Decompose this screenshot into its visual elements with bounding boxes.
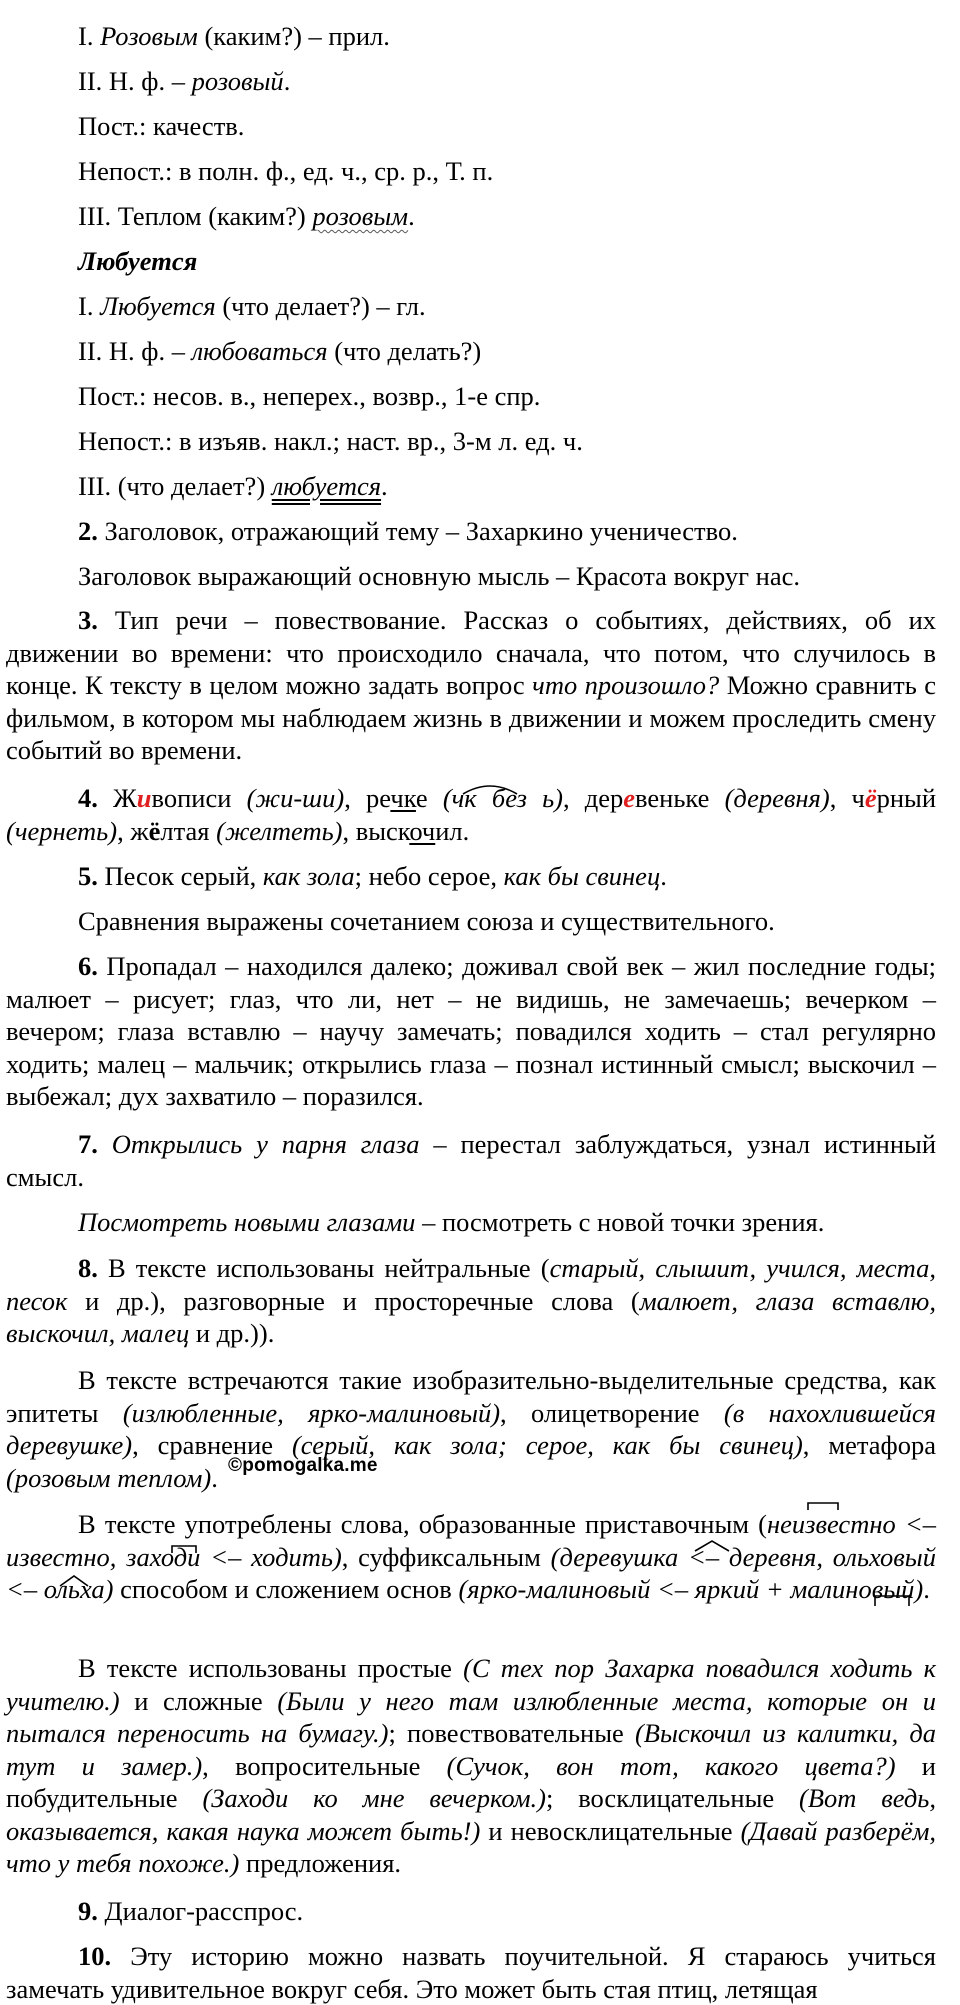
parse-line-rozovym-4: Непост.: в полн. ф., ед. ч., ср. р., Т. п. (78, 156, 494, 186)
answer-5-line-2: Сравнения выражены сочетанием союза и существительного. (78, 906, 775, 936)
root-box-mark (873, 1594, 911, 1608)
parse-line-rozovym-2: II. Н. ф. – розовый. (78, 66, 291, 96)
parse-line-lyubuetsya-2: II. Н. ф. – любоваться (что делать?) (78, 336, 482, 366)
prefix-mark (170, 1543, 198, 1555)
answer-4-paragraph: 4. Живописи (жи-ши), речке (чк без ь), деревеньке (деревня), чёрный (чернеть), жёлтая (желтеть), выскочил. (6, 783, 937, 846)
parse-line-rozovym-5: III. Теплом (каким?) розовым. (78, 201, 415, 231)
parse-line-rozovym-1: I. Розовым (каким?) – прил. (78, 21, 390, 51)
answer-9-line: 9. Диалог-расспрос. (78, 1896, 304, 1926)
parse-line-rozovym-3: Пост.: качеств. (78, 111, 245, 141)
parse-line-lyubuetsya-1: I. Любуется (что делает?) – гл. (78, 291, 426, 321)
parse-line-lyubuetsya-5: III. (что делает?) любуется. (78, 471, 388, 501)
answer-3-paragraph: 3. Тип речи – повествование. Рассказ о событиях, действиях, об их движении во времени: что происходило сначала, что потом, что случилось в конце. К тексту в целом можно задать вопрос что произошло? Можно сравнить с фильмом, в котором мы наблюдаем жизнь в движении и можем проследить смену событий во времени. (6, 605, 937, 765)
suffix-mark (58, 1574, 90, 1588)
parse-line-lyubuetsya-4: Непост.: в изъяв. накл.; наст. вр., 3-м л. ед. ч. (78, 426, 583, 456)
answer-8-paragraph-1: 8. В тексте использованы нейтральные (старый, слышит, учился, места, песок и др.), разговорные и просторечные слова (малюет, глаза вставлю, выскочил, малец и др.)). (6, 1253, 936, 1348)
prefix-mark (806, 1500, 840, 1512)
answer-8-paragraph-2: В тексте встречаются такие изобразительно-выделительные средства, как эпитеты (излюбленные, ярко-малиновый), олицетворение (в нахохлившейся деревушке), сравнение (серый, как зола; серое, как бы свинец), метафора (розовым теплом). (6, 1365, 936, 1493)
answer-5-paragraph: 5. Песок серый, как зола; небо серое, как бы свинец. (78, 861, 667, 891)
answer-8-paragraph-4: В тексте использованы простые (С тех пор Захарка повадился ходить к учителю.) и сложные (Были у него там излюбленные места, которые он и пытался переносить на бумагу.); повествовательные (Выскочил из калитки, да тут и замер.), вопросительные (Сучок, вон тот, какого цвета?) и побудительные (Заходи ко мне вечерком.); восклицательные (Вот ведь, оказывается, какая наука может быть!) и невосклицательные (Давай разберём, что у тебя похоже.) предложения. (6, 1653, 937, 1878)
watermark-text: ©pomogalka.me (228, 1455, 378, 1476)
answer-8-paragraph-3: В тексте употреблены слова, образованные приставочным (неизвестно <– известно, заходи <– ходить), суффиксальным (деревушка <– деревня, ольховый <– ольха) способом и сложением основ (ярко-малиновый <– яркий + малиновый). (6, 1509, 937, 1604)
section-heading-lyubuetsya: Любуется (78, 246, 198, 276)
parse-line-lyubuetsya-3: Пост.: несов. в., неперех., возвр., 1-е спр. (78, 381, 541, 411)
answer-7-paragraph: 7. Открылись у парня глаза – перестал заблуждаться, узнал истинный смысл. (6, 1129, 937, 1192)
suffix-mark (693, 1539, 731, 1553)
answer-10-paragraph: 10. Эту историю можно назвать поучительной. Я стараюсь учиться замечать удивительное вокруг себя. Это может быть стая птиц, летящая (6, 1941, 936, 2004)
answer-6-paragraph: 6. Пропадал – находился далеко; доживал свой век – жил последние годы; малюет – рисует; глаз, что ли, нет – не видишь, не замечаешь; вечерком – вечером; глаза вставлю – научу замечать; повадился ходить – стал регулярно ходить; малец – мальчик; открылись глаза – познал истинный смысл; выскочил – выбежал; дух захватило – поразился. (6, 951, 936, 1111)
answer-7-line-2: Посмотреть новыми глазами – посмотреть с новой точки зрения. (78, 1207, 825, 1237)
root-arc-mark (460, 782, 520, 796)
answer-2-line-2: Заголовок выражающий основную мысль – Красота вокруг нас. (78, 561, 800, 591)
answer-2-line-1: 2. Заголовок, отражающий тему – Захаркино ученичество. (78, 516, 738, 546)
